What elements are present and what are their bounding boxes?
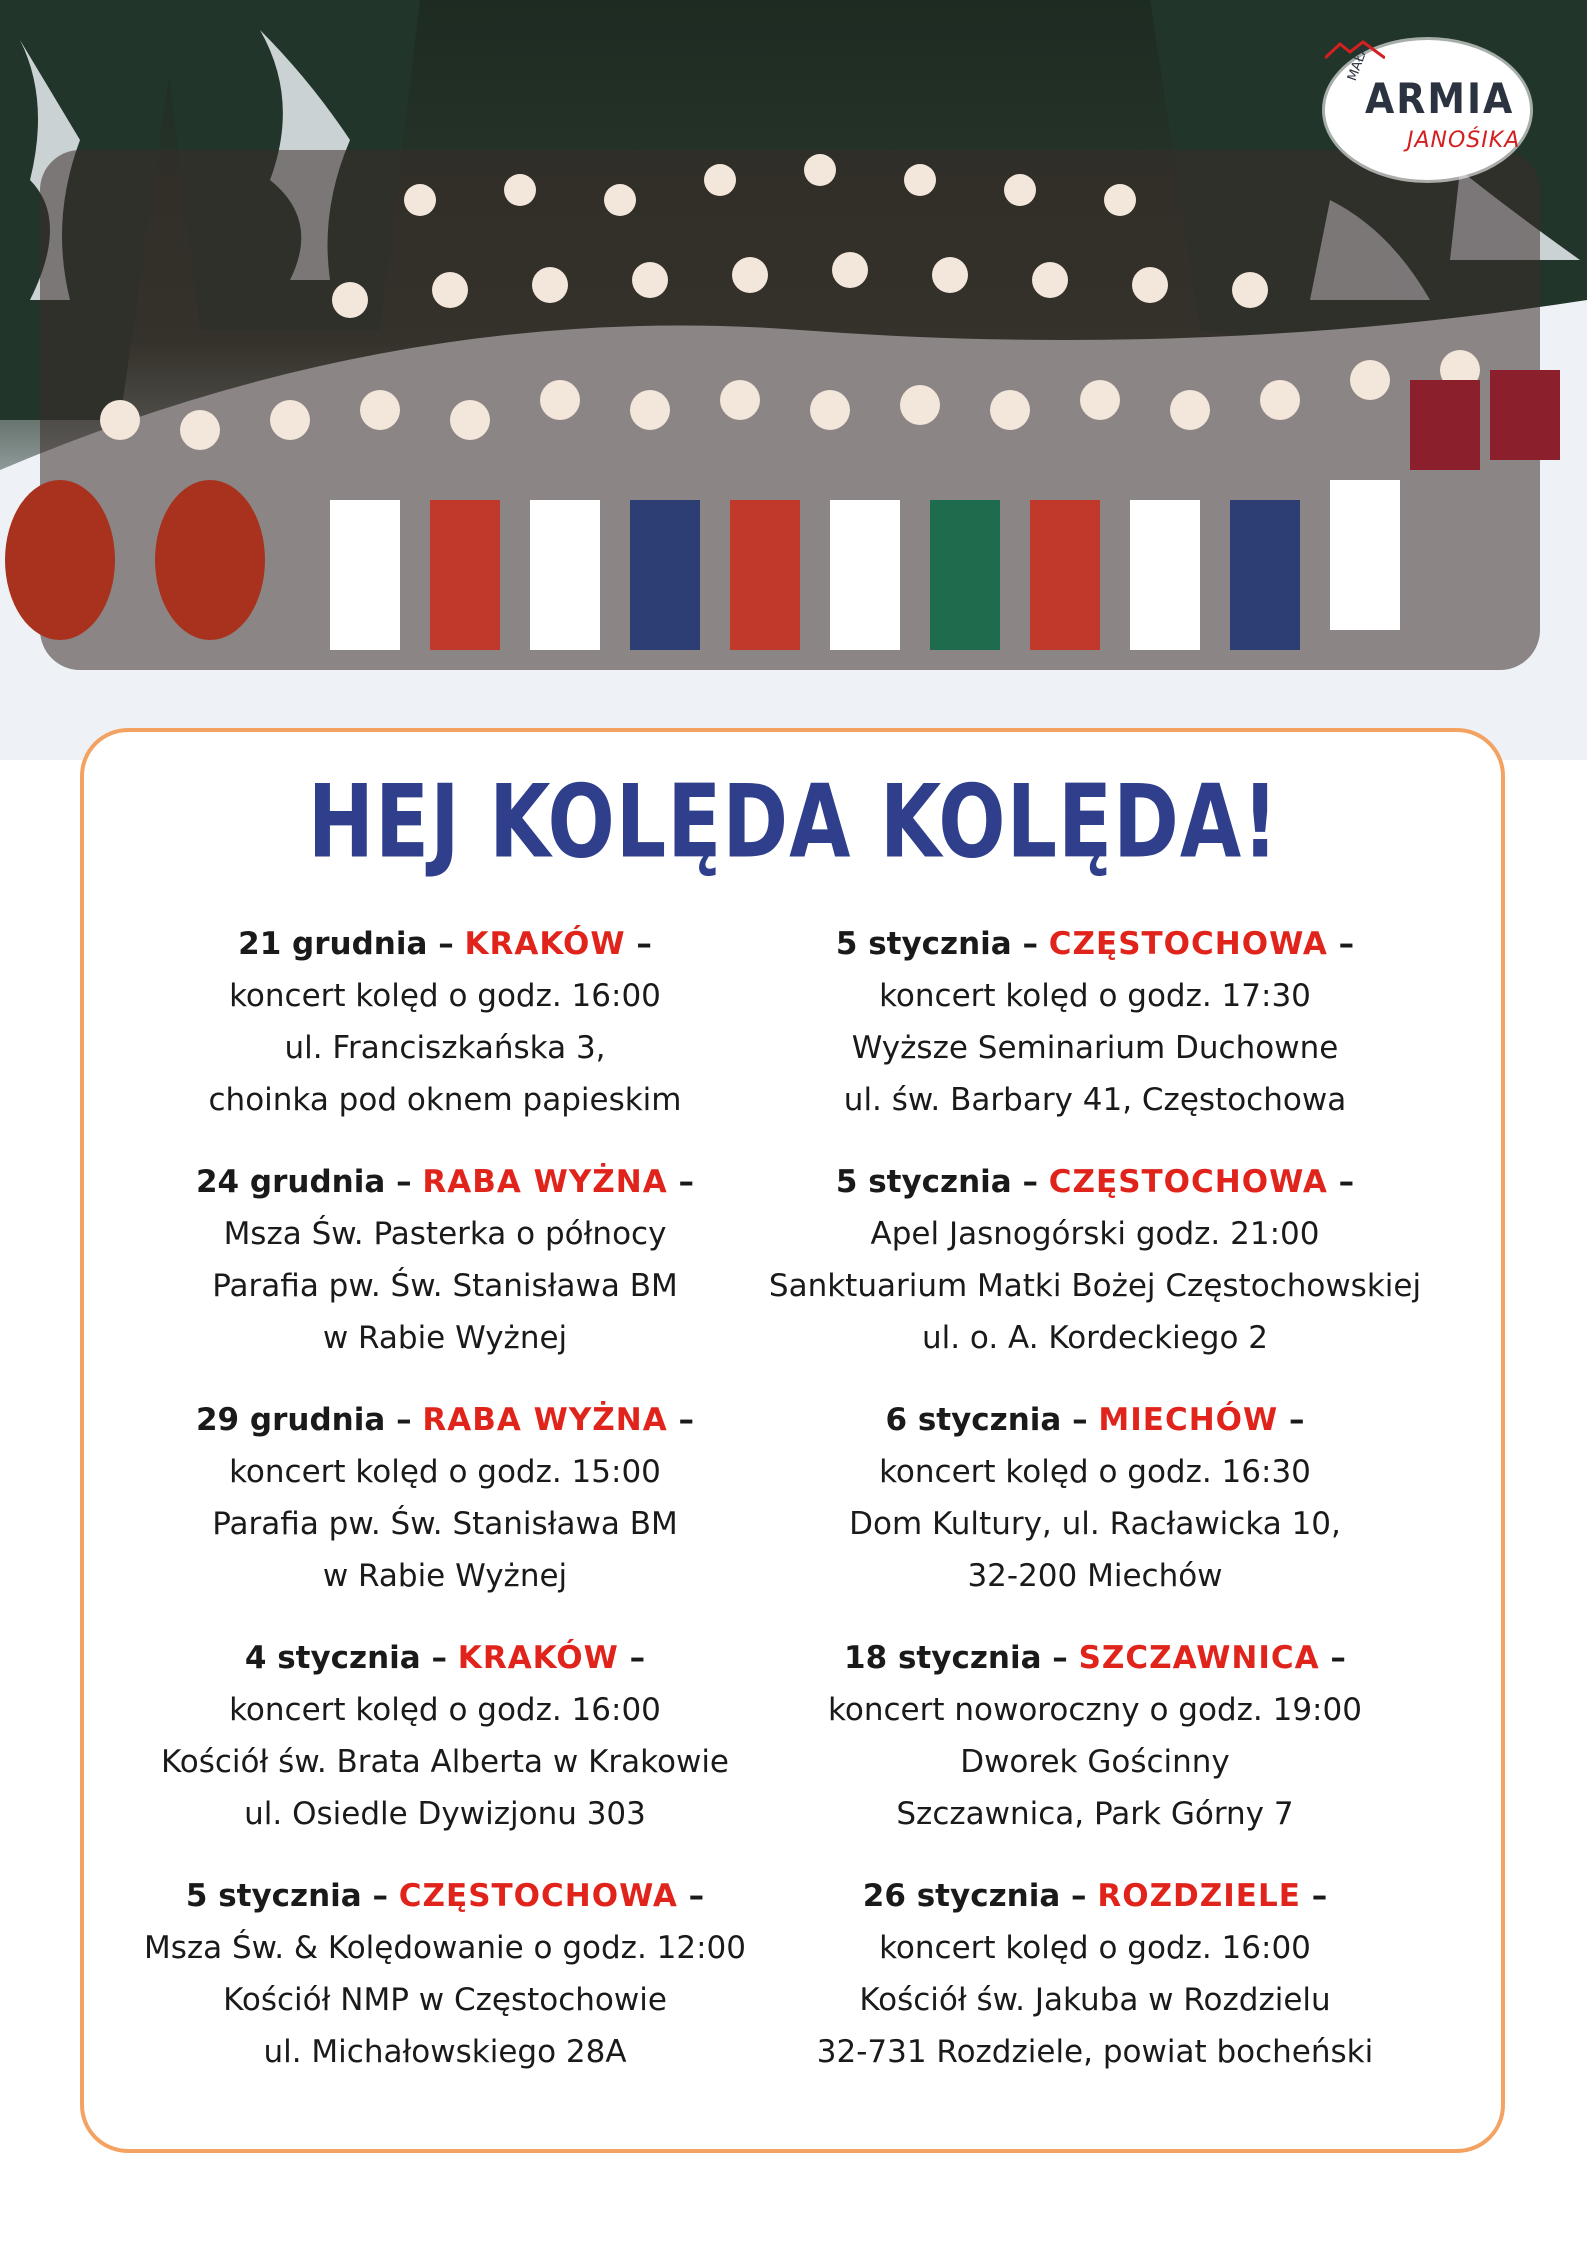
event-item: 24 grudnia – RABA WYŻNA – Msza Św. Pasterka o północy Parafia pw. Św. Stanisława BM w Rabie Wyżnej (95, 1156, 795, 1364)
event-line: Kościół NMP w Częstochowie (223, 1982, 667, 2018)
event-item: 5 stycznia – CZĘSTOCHOWA – koncert kolęd o godz. 17:30 Wyższe Seminarium Duchowne ul. św. Barbary 41, Częstochowa (745, 918, 1445, 1126)
event-date: 18 stycznia (844, 1640, 1042, 1676)
events-right-column (745, 918, 1445, 2108)
event-city: RABA WYŻNA (422, 1402, 668, 1438)
event-line: koncert kolęd o godz. 16:00 (229, 978, 661, 1014)
event-item: 6 stycznia – MIECHÓW – koncert kolęd o godz. 16:30 Dom Kultury, ul. Racławicka 10, 32-200 Miechów (745, 1394, 1445, 1602)
event-line: 32-731 Rozdziele, powiat bocheński (816, 2034, 1374, 2070)
event-city: CZĘSTOCHOWA (398, 1878, 678, 1914)
logo-sub-text: JANOŚIKA (1407, 128, 1521, 153)
group-photo (0, 0, 1587, 760)
event-line: Kościół św. Jakuba w Rozdzielu (859, 1982, 1331, 2018)
event-line: Dom Kultury, ul. Racławicka 10, (849, 1506, 1341, 1542)
event-line: Dworek Gościnny (960, 1744, 1230, 1780)
event-city: MIECHÓW (1098, 1402, 1279, 1438)
event-line: Sanktuarium Matki Bożej Częstochowskiej (768, 1268, 1422, 1304)
event-line: koncert noworoczny o godz. 19:00 (828, 1692, 1362, 1728)
event-city: KRAKÓW (457, 1640, 619, 1676)
event-date: 5 stycznia (185, 1878, 362, 1914)
event-line: ul. o. A. Kordeckiego 2 (921, 1320, 1269, 1356)
event-line: koncert kolęd o godz. 17:30 (879, 978, 1311, 1014)
event-city: CZĘSTOCHOWA (1048, 926, 1328, 962)
event-date: 4 stycznia (244, 1640, 421, 1676)
event-line: choinka pod oknem papieskim (208, 1082, 682, 1118)
event-city: KRAKÓW (464, 926, 626, 962)
logo (1325, 40, 1530, 180)
event-item: 21 grudnia – KRAKÓW – koncert kolęd o godz. 16:00 ul. Franciszkańska 3, choinka pod oknem papieskim (95, 918, 795, 1126)
event-line: Msza Św. & Kolędowanie o godz. 12:00 (143, 1930, 747, 1966)
event-line: koncert kolęd o godz. 16:00 (879, 1930, 1311, 1966)
logo-main-text: ARMIA (1365, 74, 1515, 123)
event-line: ul. Franciszkańska 3, (284, 1030, 606, 1066)
event-line: ul. św. Barbary 41, Częstochowa (843, 1082, 1347, 1118)
event-line: ul. Michałowskiego 28A (263, 2034, 627, 2070)
event-date: 29 grudnia (195, 1402, 386, 1438)
page-title: HEJ KOLĘDA KOLĘDA! (307, 762, 1280, 881)
event-item: 29 grudnia – RABA WYŻNA – koncert kolęd o godz. 15:00 Parafia pw. Św. Stanisława BM w Rabie Wyżnej (95, 1394, 795, 1602)
event-date: 24 grudnia (195, 1164, 386, 1200)
event-date: 5 stycznia (835, 926, 1012, 962)
event-city: CZĘSTOCHOWA (1048, 1164, 1328, 1200)
event-line: 32-200 Miechów (967, 1558, 1223, 1594)
event-line: w Rabie Wyżnej (322, 1320, 568, 1356)
events-left-column (95, 918, 795, 2108)
event-line: Msza Św. Pasterka o północy (223, 1216, 667, 1252)
event-city: SZCZAWNICA (1078, 1640, 1320, 1676)
event-item: 18 stycznia – SZCZAWNICA – koncert noworoczny o godz. 19:00 Dworek Gościnny Szczawnica, Park Górny 7 (745, 1632, 1445, 1840)
event-line: Apel Jasnogórski godz. 21:00 (870, 1216, 1320, 1252)
event-line: w Rabie Wyżnej (322, 1558, 568, 1594)
event-line: Parafia pw. Św. Stanisława BM (212, 1268, 678, 1304)
event-line: koncert kolęd o godz. 16:00 (229, 1692, 661, 1728)
event-line: koncert kolęd o godz. 16:30 (879, 1454, 1311, 1490)
event-date: 21 grudnia (238, 926, 428, 962)
event-line: Szczawnica, Park Górny 7 (896, 1796, 1294, 1832)
event-date: 6 stycznia (885, 1402, 1062, 1438)
event-line: koncert kolęd o godz. 15:00 (229, 1454, 661, 1490)
event-city: RABA WYŻNA (422, 1164, 668, 1200)
event-date: 5 stycznia (835, 1164, 1012, 1200)
event-line: Kościół św. Brata Alberta w Krakowie (160, 1744, 730, 1780)
event-line: ul. Osiedle Dywizjonu 303 (244, 1796, 646, 1832)
event-date: 26 stycznia (862, 1878, 1061, 1914)
event-city: ROZDZIELE (1097, 1878, 1301, 1914)
event-line: Wyższe Seminarium Duchowne (851, 1030, 1339, 1066)
event-item: 26 stycznia – ROZDZIELE – koncert kolęd o godz. 16:00 Kościół św. Jakuba w Rozdzielu 32-731 Rozdziele, powiat bocheński (745, 1870, 1445, 2078)
event-item: 5 stycznia – CZĘSTOCHOWA – Msza Św. & Kolędowanie o godz. 12:00 Kościół NMP w Częstochowie ul. Michałowskiego 28A (95, 1870, 795, 2078)
event-line: Parafia pw. Św. Stanisława BM (212, 1506, 678, 1542)
event-item: 5 stycznia – CZĘSTOCHOWA – Apel Jasnogórski godz. 21:00 Sanktuarium Matki Bożej Częstochowskiej ul. o. A. Kordeckiego 2 (745, 1156, 1445, 1364)
event-item: 4 stycznia – KRAKÓW – koncert kolęd o godz. 16:00 Kościół św. Brata Alberta w Krakowie ul. Osiedle Dywizjonu 303 (95, 1632, 795, 1840)
logo-small-text: MAŁA (1345, 43, 1372, 84)
